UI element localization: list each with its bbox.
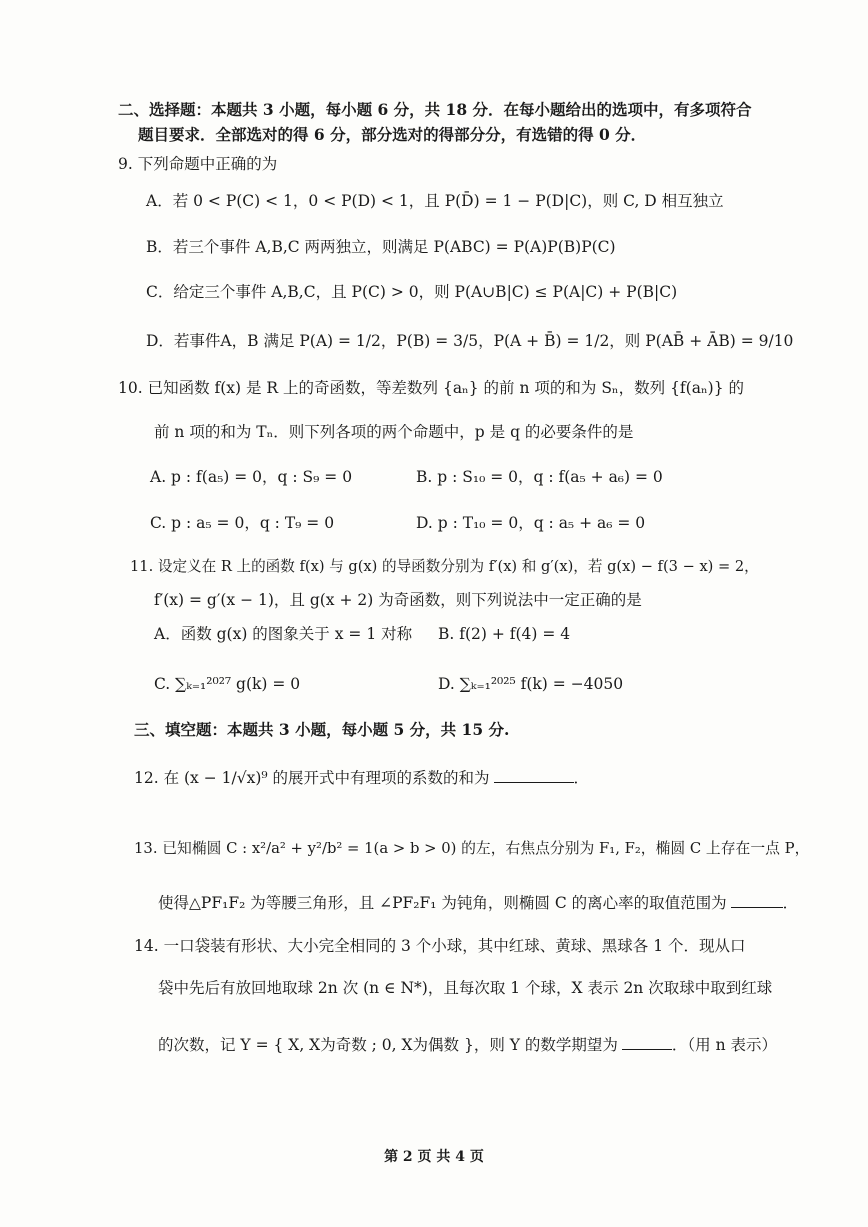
page-footer: 第 2 页 共 4 页 — [384, 1149, 484, 1165]
q14-stem-line3: 的次数，记 Y = { X, X为奇数 ; 0, X为偶数 }，则 Y 的数学期望为 — [158, 1036, 618, 1054]
q11-stem-line2: f′(x) = g′(x − 1)，且 g(x + 2) 为奇函数，则下列说法中一定正确的是 — [154, 591, 642, 609]
q9-option-b: B．若三个事件 A,B,C 两两独立，则满足 P(ABC) = P(A)P(B)P(C) — [146, 238, 616, 256]
q14-note: ．（用 n 表示） — [671, 1036, 778, 1054]
section3-heading: 三、填空题：本题共 3 小题，每小题 5 分，共 15 分. — [134, 720, 510, 739]
q9-option-c: C．给定三个事件 A,B,C，且 P(C) > 0，则 P(A∪B|C) ≤ P(A|C) + P(B|C) — [146, 283, 678, 301]
q14-stem-line1: 14. 一口袋装有形状、大小完全相同的 3 个小球，其中红球、黄球、黑球各 1 个．现从口 — [134, 937, 746, 955]
q14-stem-line2: 袋中先后有放回地取球 2n 次 (n ∈ N*)，且每次取 1 个球，X 表示 2n 次取球中取到红球 — [158, 979, 773, 997]
q12-text: 12. 在 (x − 1/√x)⁹ 的展开式中有理项的系数的和为 ． — [134, 769, 590, 787]
q11-option-a: A．函数 g(x) 的图象关于 x = 1 对称 — [154, 625, 413, 643]
q11-stem-line1: 11. 设定义在 R 上的函数 f(x) 与 g(x) 的导函数分别为 f′(x) 和 g′(x)，若 g(x) − f(3 − x) = 2， — [130, 558, 759, 575]
q14-answer-blank — [622, 1035, 672, 1050]
q9-option-a: A．若 0 < P(C) < 1，0 < P(D) < 1，且 P(D̄) = 1 − P(D|C)，则 C, D 相互独立 — [146, 192, 724, 210]
q9-stem: 9. 下列命题中正确的为 — [118, 155, 278, 173]
q14-text-line3 — [158, 1034, 777, 1056]
q10-option-a: A. p : f(a₅) = 0，q : S₉ = 0 — [150, 468, 353, 486]
q12-answer-blank — [494, 768, 574, 783]
q13-text-line2: 使得△PF₁F₂ 为等腰三角形，且 ∠PF₂F₁ 为钝角，则椭圆 C 的离心率的取值范围为 ． — [158, 894, 799, 912]
q11-option-d: D. ∑ₖ₌₁²⁰²⁵ f(k) = −4050 — [438, 675, 624, 693]
q11-option-b: B. f(2) + f(4) = 4 — [438, 625, 571, 643]
section2-heading-line1: 二、选择题：本题共 3 小题，每小题 6 分，共 18 分．在每小题给出的选项中，有多项符合 — [118, 100, 752, 119]
section2-heading-line2: 题目要求．全部选对的得 6 分，部分选对的得部分分，有选错的得 0 分． — [138, 125, 647, 144]
q12-stem: 12. 在 (x − 1/√x)⁹ 的展开式中有理项的系数的和为 — [134, 769, 490, 787]
q11-option-c: C. ∑ₖ₌₁²⁰²⁷ g(k) = 0 — [154, 675, 301, 693]
q10-stem-line1: 10. 已知函数 f(x) 是 R 上的奇函数，等差数列 {aₙ} 的前 n 项的和为 Sₙ，数列 {f(aₙ)} 的 — [118, 379, 744, 397]
q9-option-d: D．若事件A，B 满足 P(A) = 1/2，P(B) = 3/5，P(A + B̄) = 1/2，则 P(AB̄ + ĀB) = 9/10 — [146, 332, 794, 350]
q13-answer-blank — [731, 893, 783, 908]
q13-stem-line1: 13. 已知椭圆 C : x²/a² + y²/b² = 1(a > b > 0) 的左，右焦点分别为 F₁, F₂，椭圆 C 上存在一点 P， — [134, 840, 810, 857]
q10-stem-line2: 前 n 项的和为 Tₙ．则下列各项的两个命题中，p 是 q 的必要条件的是 — [154, 423, 634, 441]
q10-option-c: C. p : a₅ = 0，q : T₉ = 0 — [150, 514, 335, 532]
q10-option-d: D. p : T₁₀ = 0，q : a₅ + a₆ = 0 — [416, 514, 646, 532]
q10-option-b: B. p : S₁₀ = 0，q : f(a₅ + a₆) = 0 — [416, 468, 663, 486]
q13-stem-line2: 使得△PF₁F₂ 为等腰三角形，且 ∠PF₂F₁ 为钝角，则椭圆 C 的离心率的取值范围为 — [158, 894, 727, 912]
